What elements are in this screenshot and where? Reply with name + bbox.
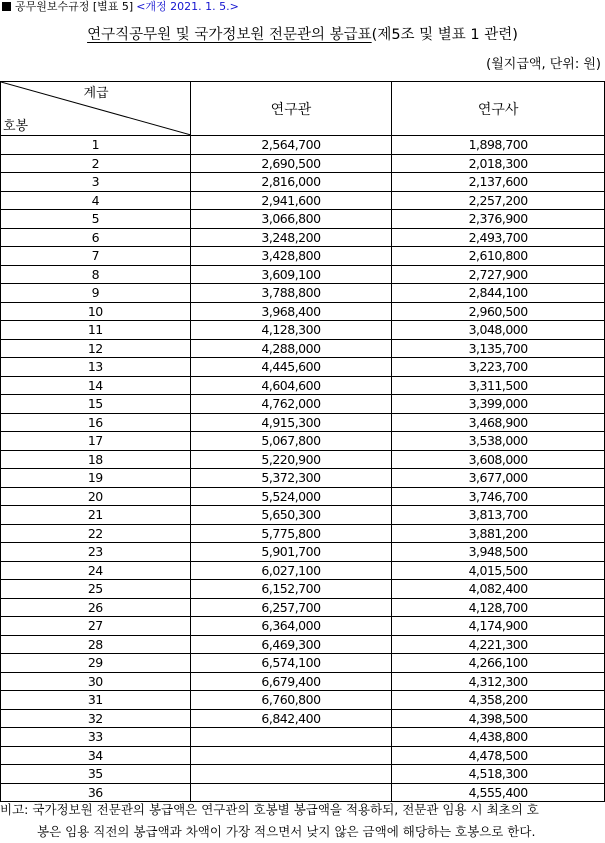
- step-cell: 20: [1, 487, 191, 506]
- researcher-salary-cell: 3,066,800: [190, 210, 392, 229]
- researcher-salary-cell: 3,428,800: [190, 247, 392, 266]
- table-row: [1, 247, 605, 266]
- step-cell: 36: [1, 783, 191, 802]
- table-row: [1, 210, 605, 229]
- step-cell: 23: [1, 543, 191, 562]
- researcher-salary-cell: 6,027,100: [190, 561, 392, 580]
- researcher-salary-cell: 5,650,300: [190, 506, 392, 525]
- assistant-salary-cell: 3,881,200: [392, 524, 605, 543]
- table-row: [1, 746, 605, 765]
- corner-label-step: 호봉: [3, 119, 29, 134]
- step-cell: 16: [1, 413, 191, 432]
- step-cell: 21: [1, 506, 191, 525]
- table-header-row: [1, 82, 605, 136]
- researcher-salary-cell: 6,842,400: [190, 709, 392, 728]
- table-row: [1, 506, 605, 525]
- assistant-salary-cell: 4,221,300: [392, 635, 605, 654]
- table-row: [1, 376, 605, 395]
- step-cell: 24: [1, 561, 191, 580]
- step-cell: 25: [1, 580, 191, 599]
- researcher-salary-cell: 3,968,400: [190, 302, 392, 321]
- assistant-salary-cell: 3,048,000: [392, 321, 605, 340]
- table-row: [1, 395, 605, 414]
- assistant-salary-cell: 3,399,000: [392, 395, 605, 414]
- assistant-salary-cell: 4,398,500: [392, 709, 605, 728]
- step-cell: 1: [1, 136, 191, 155]
- researcher-salary-cell: 6,152,700: [190, 580, 392, 599]
- assistant-salary-cell: 2,376,900: [392, 210, 605, 229]
- table-row: [1, 765, 605, 784]
- column-header-researcher: 연구관: [190, 82, 392, 136]
- assistant-salary-cell: 2,610,800: [392, 247, 605, 266]
- assistant-salary-cell: 4,438,800: [392, 728, 605, 747]
- assistant-salary-cell: 4,082,400: [392, 580, 605, 599]
- researcher-salary-cell: 5,524,000: [190, 487, 392, 506]
- step-cell: 32: [1, 709, 191, 728]
- step-cell: 8: [1, 265, 191, 284]
- table-row: [1, 617, 605, 636]
- step-cell: 12: [1, 339, 191, 358]
- researcher-salary-cell: 6,469,300: [190, 635, 392, 654]
- table-row: [1, 691, 605, 710]
- step-cell: 9: [1, 284, 191, 303]
- assistant-salary-cell: 3,538,000: [392, 432, 605, 451]
- table-row: [1, 432, 605, 451]
- researcher-salary-cell: 6,364,000: [190, 617, 392, 636]
- researcher-salary-cell: 4,288,000: [190, 339, 392, 358]
- researcher-salary-cell: 5,067,800: [190, 432, 392, 451]
- researcher-salary-cell: 3,788,800: [190, 284, 392, 303]
- assistant-salary-cell: 3,813,700: [392, 506, 605, 525]
- step-cell: 35: [1, 765, 191, 784]
- assistant-salary-cell: 2,493,700: [392, 228, 605, 247]
- step-cell: 5: [1, 210, 191, 229]
- corner-label-grade: 계급: [83, 86, 109, 101]
- table-row: [1, 487, 605, 506]
- law-header: [0, 0, 239, 14]
- assistant-salary-cell: 4,518,300: [392, 765, 605, 784]
- researcher-salary-cell: 4,762,000: [190, 395, 392, 414]
- step-cell: 31: [1, 691, 191, 710]
- table-row: [1, 358, 605, 377]
- unit-note: (월지급액, 단위: 원): [486, 57, 601, 72]
- researcher-salary-cell: 5,775,800: [190, 524, 392, 543]
- step-cell: 18: [1, 450, 191, 469]
- table-row: [1, 339, 605, 358]
- step-cell: 26: [1, 598, 191, 617]
- remark-line-2: 봉은 임용 직전의 봉급액과 차액이 가장 적으면서 낮지 않은 금액에 해당하는 호봉으로 한다.: [37, 824, 536, 839]
- assistant-salary-cell: 3,948,500: [392, 543, 605, 562]
- step-cell: 11: [1, 321, 191, 340]
- researcher-salary-cell: 6,679,400: [190, 672, 392, 691]
- revision-link[interactable]: <개정 2021. 1. 5.>: [136, 0, 239, 13]
- column-header-assistant-researcher: 연구사: [392, 82, 605, 136]
- step-cell: 14: [1, 376, 191, 395]
- researcher-salary-cell: 6,760,800: [190, 691, 392, 710]
- table-row: [1, 154, 605, 173]
- assistant-salary-cell: 2,137,600: [392, 173, 605, 192]
- assistant-salary-cell: 1,898,700: [392, 136, 605, 155]
- remark-note: [0, 799, 605, 843]
- researcher-salary-cell: 2,816,000: [190, 173, 392, 192]
- researcher-salary-cell: 5,220,900: [190, 450, 392, 469]
- researcher-salary-cell: 2,564,700: [190, 136, 392, 155]
- table-row: [1, 469, 605, 488]
- step-cell: 30: [1, 672, 191, 691]
- researcher-salary-cell: 6,574,100: [190, 654, 392, 673]
- step-cell: 2: [1, 154, 191, 173]
- assistant-salary-cell: 2,727,900: [392, 265, 605, 284]
- assistant-salary-cell: 2,844,100: [392, 284, 605, 303]
- table-row: [1, 524, 605, 543]
- step-cell: 27: [1, 617, 191, 636]
- assistant-salary-cell: 4,266,100: [392, 654, 605, 673]
- step-cell: 10: [1, 302, 191, 321]
- square-bullet-icon: [2, 2, 11, 11]
- researcher-salary-cell: 5,901,700: [190, 543, 392, 562]
- researcher-salary-cell: 3,248,200: [190, 228, 392, 247]
- step-cell: 7: [1, 247, 191, 266]
- table-row: [1, 302, 605, 321]
- table-row: [1, 191, 605, 210]
- table-row: [1, 284, 605, 303]
- assistant-salary-cell: 3,608,000: [392, 450, 605, 469]
- researcher-salary-cell: 6,257,700: [190, 598, 392, 617]
- researcher-salary-cell: [190, 746, 392, 765]
- step-cell: 29: [1, 654, 191, 673]
- assistant-salary-cell: 4,312,300: [392, 672, 605, 691]
- assistant-salary-cell: 3,468,900: [392, 413, 605, 432]
- assistant-salary-cell: 4,478,500: [392, 746, 605, 765]
- table-row: [1, 598, 605, 617]
- page-title: [0, 25, 605, 45]
- step-cell: 13: [1, 358, 191, 377]
- step-cell: 33: [1, 728, 191, 747]
- table-row: [1, 580, 605, 599]
- researcher-salary-cell: [190, 728, 392, 747]
- table-row: [1, 413, 605, 432]
- remark-line-1: 비고: 국가정보원 전문관의 봉급액은 연구관의 호봉별 봉급액을 적용하되, 전문관 임용 시 최초의 호: [0, 802, 539, 817]
- step-cell: 3: [1, 173, 191, 192]
- table-row: [1, 561, 605, 580]
- corner-cell: [1, 82, 191, 136]
- assistant-salary-cell: 3,677,000: [392, 469, 605, 488]
- header-title: 공무원보수규정 [별표 5]: [15, 0, 134, 13]
- table-row: [1, 450, 605, 469]
- table-body: [1, 136, 605, 802]
- assistant-salary-cell: 3,135,700: [392, 339, 605, 358]
- table-row: [1, 728, 605, 747]
- assistant-salary-cell: 4,174,900: [392, 617, 605, 636]
- step-cell: 4: [1, 191, 191, 210]
- researcher-salary-cell: 5,372,300: [190, 469, 392, 488]
- step-cell: 22: [1, 524, 191, 543]
- table-row: [1, 654, 605, 673]
- researcher-salary-cell: 4,128,300: [190, 321, 392, 340]
- step-cell: 15: [1, 395, 191, 414]
- assistant-salary-cell: 3,223,700: [392, 358, 605, 377]
- assistant-salary-cell: 2,018,300: [392, 154, 605, 173]
- table-row: [1, 136, 605, 155]
- researcher-salary-cell: 2,690,500: [190, 154, 392, 173]
- assistant-salary-cell: 4,128,700: [392, 598, 605, 617]
- researcher-salary-cell: 2,941,600: [190, 191, 392, 210]
- step-cell: 19: [1, 469, 191, 488]
- table-row: [1, 635, 605, 654]
- salary-table: [0, 81, 605, 802]
- table-row: [1, 228, 605, 247]
- assistant-salary-cell: 3,746,700: [392, 487, 605, 506]
- assistant-salary-cell: 4,555,400: [392, 783, 605, 802]
- assistant-salary-cell: 4,358,200: [392, 691, 605, 710]
- researcher-salary-cell: 4,445,600: [190, 358, 392, 377]
- table-row: [1, 173, 605, 192]
- table-row: [1, 321, 605, 340]
- table-row: [1, 672, 605, 691]
- table-row: [1, 709, 605, 728]
- step-cell: 28: [1, 635, 191, 654]
- researcher-salary-cell: 4,915,300: [190, 413, 392, 432]
- page-title-suffix: (제5조 및 별표 1 관련): [371, 27, 518, 43]
- page-title-main: 연구직공무원 및 국가정보원 전문관의 봉급표: [87, 27, 372, 43]
- assistant-salary-cell: 3,311,500: [392, 376, 605, 395]
- assistant-salary-cell: 2,960,500: [392, 302, 605, 321]
- table-row: [1, 543, 605, 562]
- researcher-salary-cell: 4,604,600: [190, 376, 392, 395]
- researcher-salary-cell: 3,609,100: [190, 265, 392, 284]
- table-row: [1, 265, 605, 284]
- step-cell: 6: [1, 228, 191, 247]
- step-cell: 34: [1, 746, 191, 765]
- assistant-salary-cell: 4,015,500: [392, 561, 605, 580]
- researcher-salary-cell: [190, 765, 392, 784]
- assistant-salary-cell: 2,257,200: [392, 191, 605, 210]
- step-cell: 17: [1, 432, 191, 451]
